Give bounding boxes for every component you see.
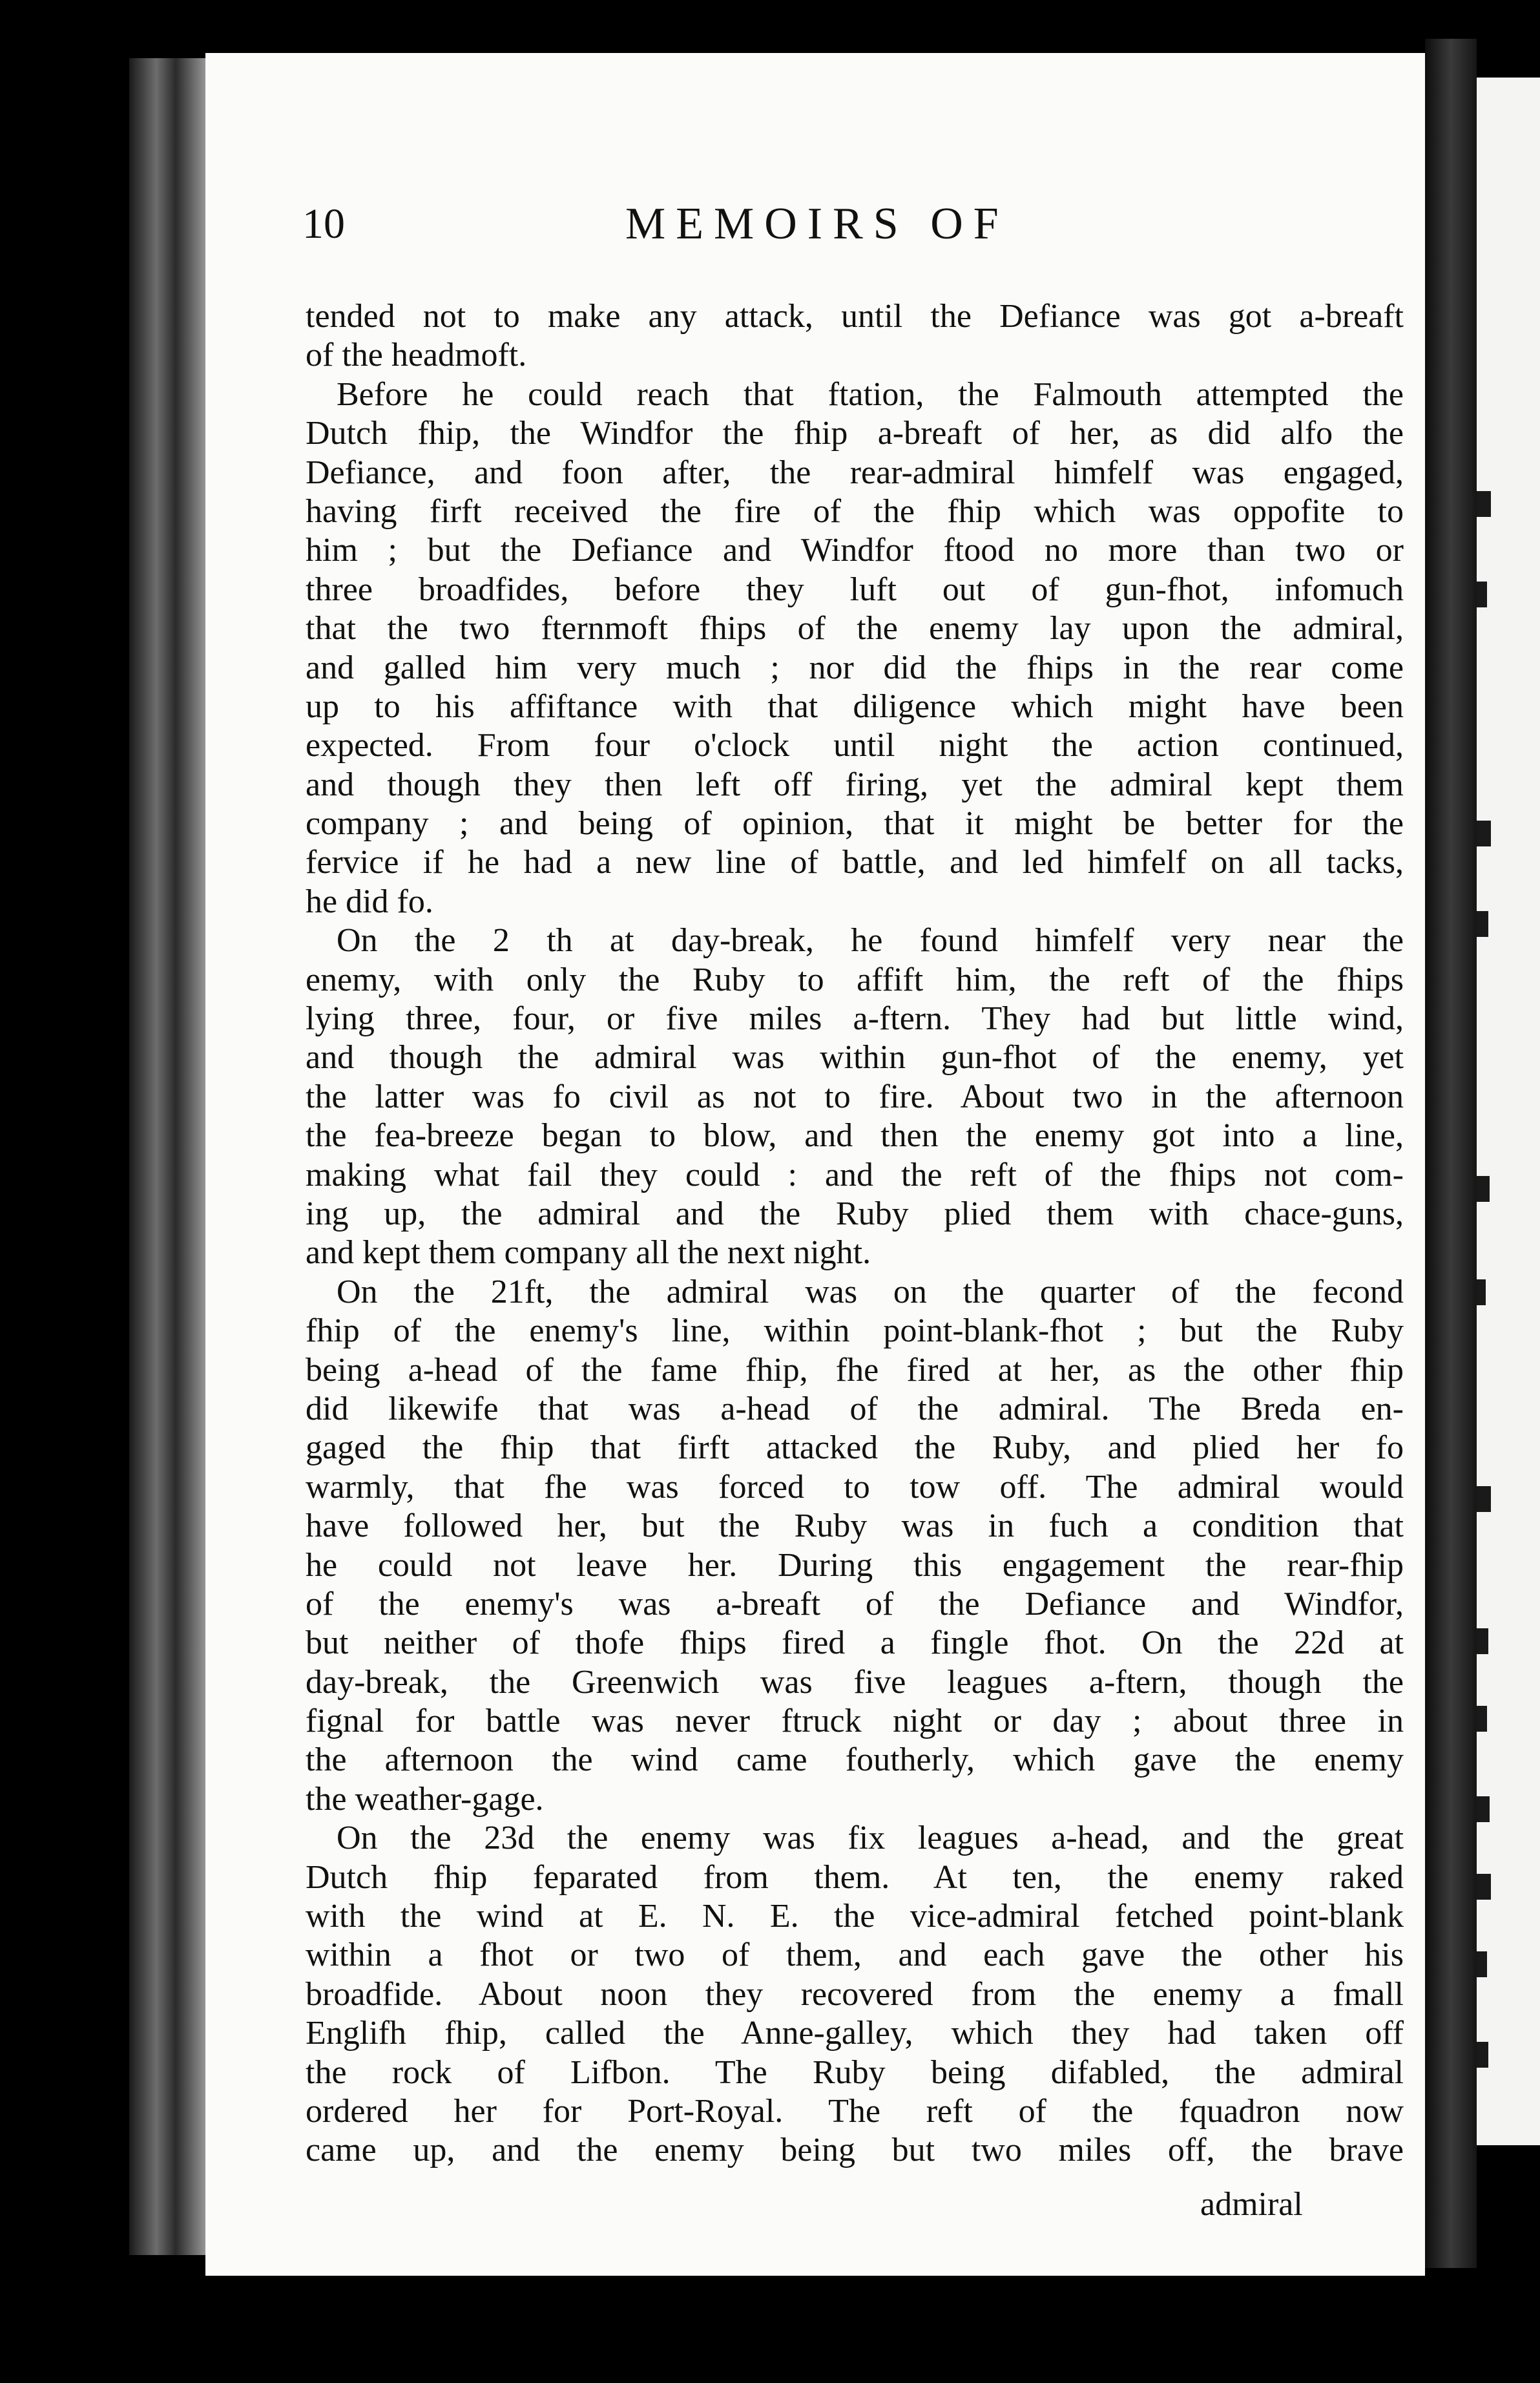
facing-page-text-fragment <box>1477 1628 1488 1654</box>
text-line: of the enemy's was a-breaft of the Defiance and Windfor, <box>306 1585 1404 1622</box>
text-line: did likewife that was a-head of the admiral. The Breda en- <box>306 1390 1404 1427</box>
text-line: fhip of the enemy's line, within point-blank-fhot ; but the Ruby <box>306 1312 1404 1350</box>
text-line: Before he could reach that ftation, the Falmouth attempted the <box>337 375 1404 413</box>
facing-page-text-fragment <box>1477 821 1491 846</box>
text-line: the fea-breeze began to blow, and then the enemy got into a line, <box>306 1117 1404 1155</box>
text-line: but neither of thofe fhips fired a fingle fhot. On the 22d at <box>306 1624 1404 1662</box>
facing-page-text-fragment <box>1477 1706 1487 1732</box>
text-line: warmly, that fhe was forced to tow off. The admiral would <box>306 1468 1404 1506</box>
text-line: Dutch fhip feparated from them. At ten, the enemy raked <box>306 1858 1404 1896</box>
text-line: that the two fternmoft fhips of the enemy lay upon the admiral, <box>306 610 1404 647</box>
facing-page-text-fragment <box>1477 2042 1488 2068</box>
text-line: ordered her for Port-Royal. The reft of the fquadron now <box>306 2092 1404 2130</box>
text-line: and galled him very much ; nor did the fhips in the rear come <box>306 649 1404 686</box>
page-number: 10 <box>302 200 345 247</box>
facing-page-text-fragment <box>1477 1279 1486 1305</box>
text-line: Englifh fhip, called the Anne-galley, which they had taken off <box>306 2015 1404 2052</box>
text-line: fervice if he had a new line of battle, and led himfelf on all tacks, <box>306 844 1404 881</box>
running-head: MEMOIRS OF <box>625 199 1009 249</box>
text-line: enemy, with only the Ruby to affift him, the reft of the fhips <box>306 961 1404 998</box>
facing-page-edge <box>1477 78 1540 2145</box>
text-line: of the headmoft. <box>306 337 527 374</box>
facing-page-text-fragment <box>1477 1951 1487 1977</box>
body-text <box>306 297 1404 2170</box>
text-line: tended not to make any attack, until the Defiance was got a-breaft <box>306 298 1404 335</box>
facing-page-text-fragment <box>1477 1874 1491 1900</box>
text-line: he could not leave her. During this engagement the rear-fhip <box>306 1546 1404 1584</box>
text-line: expected. From four o'clock until night the action continued, <box>306 727 1404 764</box>
text-line: broadfide. About noon they recovered from the enemy a fmall <box>306 1975 1404 2013</box>
text-line: being a-head of the fame fhip, fhe fired at her, as the other fhip <box>306 1351 1404 1389</box>
text-line: have followed her, but the Ruby was in fuch a condition that <box>306 1507 1404 1545</box>
catchword: admiral <box>1200 2186 1303 2223</box>
text-line: Dutch fhip, the Windfor the fhip a-breaft of her, as did alfo the <box>306 415 1404 452</box>
text-line: he did fo. <box>306 883 433 920</box>
text-line: having firft received the fire of the fhip which was oppofite to <box>306 492 1404 530</box>
text-line: On the 21ft, the admiral was on the quarter of the fecond <box>337 1273 1404 1310</box>
text-line: gaged the fhip that firft attacked the Ruby, and plied her fo <box>306 1429 1404 1467</box>
text-line: fignal for battle was never ftruck night or day ; about three in <box>306 1703 1404 1740</box>
text-line: making what fail they could : and the reft of the fhips not com- <box>306 1156 1404 1193</box>
text-line: him ; but the Defiance and Windfor ftood no more than two or <box>306 532 1404 569</box>
text-line: three broadfides, before they luft out of gun-fhot, infomuch <box>306 571 1404 608</box>
page-header <box>302 189 1413 260</box>
text-line: company ; and being of opinion, that it might be better for the <box>306 805 1404 843</box>
text-line: the rock of Lifbon. The Ruby being difabled, the admiral <box>306 2053 1404 2091</box>
facing-page-text-fragment <box>1477 911 1488 937</box>
facing-page-text-fragment <box>1477 582 1487 607</box>
facing-page-text-fragment <box>1477 1486 1491 1512</box>
book-page <box>205 53 1425 2276</box>
text-line: up to his affiftance with that diligence which might have been <box>306 688 1404 725</box>
text-line: On the 2 th at day-break, he found himfelf very near the <box>337 922 1404 960</box>
book-spine <box>1425 39 1477 2268</box>
text-line: ing up, the admiral and the Ruby plied them with chace-guns, <box>306 1195 1404 1232</box>
facing-page-text-fragment <box>1477 1796 1490 1822</box>
text-line: and though they then left off firing, yet the admiral kept them <box>306 766 1404 803</box>
text-line: Defiance, and foon after, the rear-admiral himfelf was engaged, <box>306 454 1404 491</box>
facing-page-text-fragment <box>1477 1176 1490 1202</box>
text-line: within a fhot or two of them, and each gave the other his <box>306 1937 1404 1974</box>
text-line: lying three, four, or five miles a-ftern. They had but little wind, <box>306 1000 1404 1038</box>
text-line: day-break, the Greenwich was five leagues a-ftern, though the <box>306 1663 1404 1701</box>
text-line: the weather-gage. <box>306 1780 544 1818</box>
text-line: On the 23d the enemy was fix leagues a-head, and the great <box>337 1820 1404 1857</box>
text-line: and though the admiral was within gun-fhot of the enemy, yet <box>306 1039 1404 1076</box>
text-line: came up, and the enemy being but two miles off, the brave <box>306 2132 1404 2169</box>
text-line: the latter was fo civil as not to fire. About two in the afternoon <box>306 1078 1404 1115</box>
text-line: with the wind at E. N. E. the vice-admiral fetched point-blank <box>306 1898 1404 1935</box>
book-left-edge <box>129 58 207 2255</box>
facing-page-text-fragment <box>1477 491 1491 517</box>
text-line: and kept them company all the next night. <box>306 1234 871 1272</box>
text-line: the afternoon the wind came foutherly, which gave the enemy <box>306 1741 1404 1779</box>
